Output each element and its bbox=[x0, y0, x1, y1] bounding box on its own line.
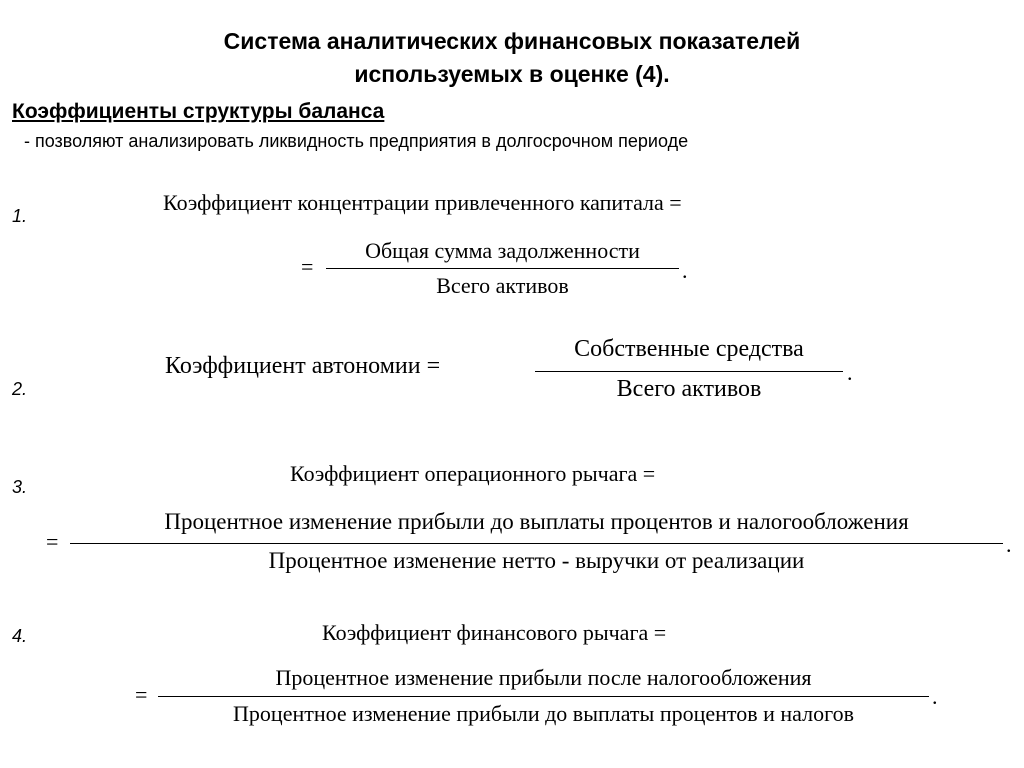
formula-2-denominator: Всего активов bbox=[616, 376, 762, 402]
formula-1-equals: = bbox=[301, 254, 314, 279]
formula-4-denominator: Процентное изменение прибыли до выплаты процентов и налогов bbox=[233, 701, 854, 726]
formula-1-lhs: Коэффициент концентрации привлеченного капитала = bbox=[163, 190, 682, 215]
formula-1-denominator: Всего активов bbox=[436, 273, 569, 298]
formula-2-fraction-bar bbox=[535, 371, 843, 372]
formula-3-period: . bbox=[1006, 532, 1012, 557]
formula-1-numerator: Общая сумма задолженности bbox=[365, 238, 640, 263]
formula-4-period: . bbox=[932, 684, 938, 709]
formula-3-number: 3. bbox=[12, 477, 28, 497]
formula-1-fraction-bar bbox=[326, 268, 679, 269]
formula-4-numerator: Процентное изменение прибыли после налогообложения bbox=[275, 665, 812, 690]
page-title-line-1: Система аналитических финансовых показателей bbox=[223, 28, 801, 54]
formula-4-equals: = bbox=[135, 682, 148, 707]
formula-3-lhs: Коэффициент операционного рычага = bbox=[290, 461, 656, 486]
formula-2-period: . bbox=[847, 360, 853, 385]
formula-3-equals: = bbox=[46, 529, 59, 554]
formula-3-fraction-bar bbox=[70, 543, 1003, 544]
formula-2-numerator: Собственные средства bbox=[574, 336, 804, 362]
section-description: - позволяют анализировать ликвидность предприятия в долгосрочном периоде bbox=[24, 131, 689, 151]
formula-4-lhs: Коэффициент финансового рычага = bbox=[322, 620, 667, 645]
formula-4-fraction-bar bbox=[158, 696, 929, 697]
section-heading: Коэффициенты структуры баланса bbox=[12, 100, 385, 123]
formula-1-period: . bbox=[682, 258, 688, 283]
formula-2-lhs: Коэффициент автономии = bbox=[165, 353, 441, 379]
formula-1-number: 1. bbox=[12, 206, 28, 226]
formula-3-denominator: Процентное изменение нетто - выручки от реализации bbox=[268, 548, 805, 573]
formula-4-number: 4. bbox=[12, 626, 28, 646]
formula-2-number: 2. bbox=[12, 379, 28, 399]
formula-3-numerator: Процентное изменение прибыли до выплаты процентов и налогообложения bbox=[164, 509, 909, 534]
page-title-line-2: используемых в оценке (4). bbox=[354, 61, 670, 87]
